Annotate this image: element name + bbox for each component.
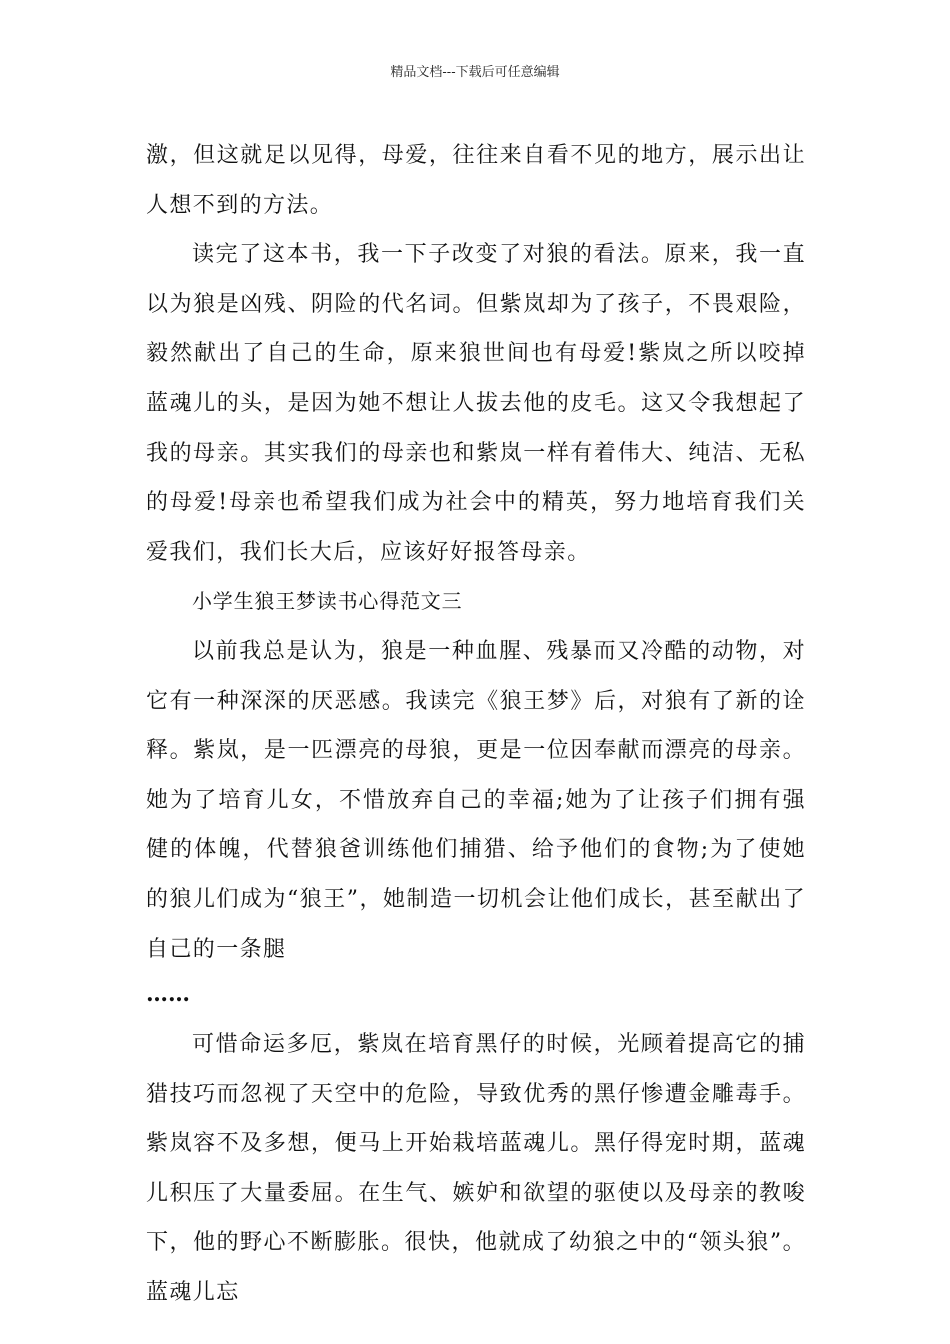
paragraph-story: 可惜命运多厄，紫岚在培育黑仔的时候，光顾着提高它的捕猎技巧而忽视了天空中的危险，导致优秀的黑仔惨遭金雕毒手。紫岚容不及多想，便马上开始栽培蓝魂儿。黑仔得宠时期，蓝魂儿积压了大量委屈。在生气、嫉妒和欲望的驱使以及母亲的教唆下，他的野心不断膨胀。很快，他就成了幼狼之中的“领头狼”。蓝魂儿忘 [146,1032,806,1306]
paragraph-ellipsis: …… [146,981,190,1008]
paragraph-intro: 以前我总是认为，狼是一种血腥、残暴而又冷酷的动物，对它有一种深深的厌恶感。我读完《狼王梦》后，对狼有了新的诠释。紫岚，是一匹漂亮的母狼，更是一位因奉献而漂亮的母亲。她为了培育儿女，不惜放弃自己的幸福;她为了让孩子们拥有强健的体魄，代替狼爸训练他们捕猎、给予他们的食物;为了使她的狼儿们成为“狼王”，她制造一切机会让他们成长，甚至献出了自己的一条腿 [146,638,806,962]
paragraph-reflection: 读完了这本书，我一下子改变了对狼的看法。原来，我一直以为狼是凶残、阴险的代名词。但紫岚却为了孩子，不畏艰险，毅然献出了自己的生命，原来狼世间也有母爱!紫岚之所以咬掉蓝魂儿的头，是因为她不想让人拔去他的皮毛。这又令我想起了我的母亲。其实我们的母亲也和紫岚一样有着伟大、纯洁、无私的母爱!母亲也希望我们成为社会中的精英，努力地培育我们关爱我们，我们长大后，应该好好报答母亲。 [146,242,806,565]
page-header: 精品文档---下载后可任意编辑 [390,65,560,80]
document-body [146,131,806,1318]
paragraph-continuation: 激，但这就足以见得，母爱，往往来自看不见的地方，展示出让人想不到的方法。 [146,143,806,218]
section-subtitle: 小学生狼王梦读书心得范文三 [192,589,463,614]
